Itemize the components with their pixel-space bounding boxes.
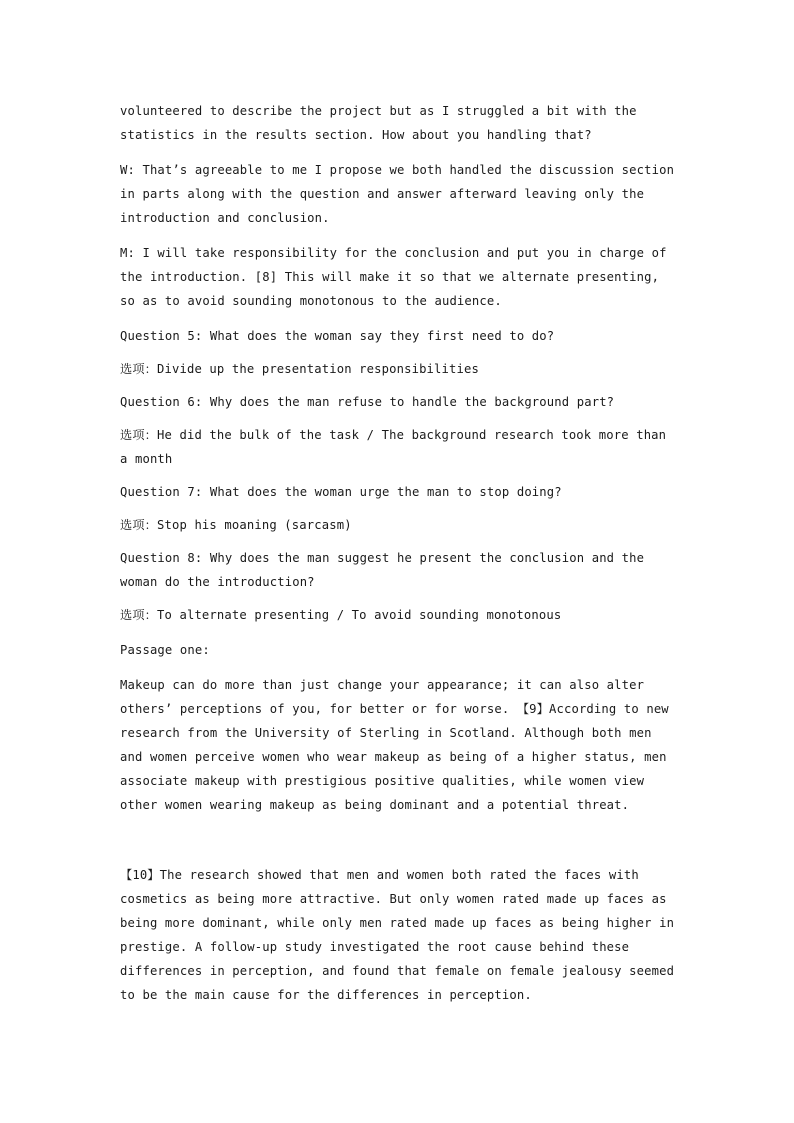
dialogue-continuation: volunteered to describe the project but as I struggled a bit with the statistics in the results section. How about you handling that? [120, 104, 637, 142]
question-8: Question 8: Why does the man suggest he present the conclusion and the woman do the introduction? [120, 551, 645, 589]
question-6: Question 6: Why does the man refuse to handle the background part? [120, 395, 615, 409]
answer-5: 选项：Divide up the presentation responsibilities [120, 362, 479, 376]
question-5: Question 5: What does the woman say they first need to do? [120, 329, 555, 343]
document-body [120, 99, 680, 1007]
dialogue-man-line: M: I will take responsibility for the conclusion and put you in charge of the introduction. [8] This will make it so that we alternate presenting, so as to avoid sounding monotonous to the audience. [120, 246, 667, 308]
answer-6: 选项：He did the bulk of the task / The background research took more than a month [120, 428, 667, 466]
passage-paragraph-1: Makeup can do more than just change your appearance; it can also alter others’ perceptions of you, for better or for worse. 【9】According to new research from the University of Sterling in Scotland. Although both men and women perceive women who wear makeup as being of a higher status, men associate makeup with prestigious positive qualities, while women view other women wearing makeup as being dominant and a potential threat. [120, 678, 669, 812]
dialogue-woman-line: W: That’s agreeable to me I propose we both handled the discussion section in parts along with the question and answer afterward leaving only the introduction and conclusion. [120, 163, 675, 225]
answer-7: 选项：Stop his moaning (sarcasm) [120, 518, 352, 532]
answer-8: 选项：To alternate presenting / To avoid sounding monotonous [120, 608, 562, 622]
passage-paragraph-2: 【10】The research showed that men and women both rated the faces with cosmetics as being more attractive. But only women rated made up faces as being more dominant, while only men rated made up faces as being higher in prestige. A follow-up study investigated the root cause behind these differences in perception, and found that female on female jealousy seemed to be the main cause for the differences in perception. [120, 868, 675, 1002]
passage-heading: Passage one: [120, 643, 210, 657]
question-7: Question 7: What does the woman urge the man to stop doing? [120, 485, 562, 499]
